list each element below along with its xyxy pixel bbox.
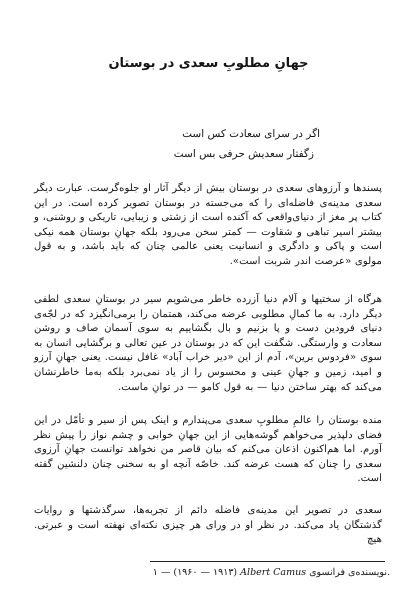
footnote-divider xyxy=(150,561,385,562)
verse-epigraph xyxy=(90,124,320,164)
footnote-dates: (۱۹۶۰ — ۱۹۱۳) xyxy=(173,567,238,578)
footnote xyxy=(60,566,390,580)
verse-line-1: اگر در سرای سعادت کس است xyxy=(182,128,320,140)
footnote-marker: ۱ — xyxy=(152,567,171,578)
paragraph-2: هرگاه از سختیها و آلام دنیا آزرده خاطر می‌شویم سیر در بوستانِ سعدی لطفی دیگر دارد. به ما کمالِ مطلوبی عرضه می‌کند، همتمان را برمی‌انگیزد که در لجّه‌ی دنیای فرودین دست و پا بزنیم و بال بگشاییم به سوی آسمان صاف و روشن سعادت و وارستگی. شگفت این که در بوستان در عین تعالی و برگشایی انسان به سوی «فردوس برین»، آدم از این «دیر خراب آباد» غافل نیست. یعنی جهانِ آرزو و امید، زمین و جهانِ عینی و محسوس را از یاد نمی‌برد بلکه به‌ما خاطرنشان می‌کند که بهتر ساختن دنیا — به قول کامو — در توانِ ماست. xyxy=(34,294,382,393)
footnote-name: Albert Camus xyxy=(240,567,307,578)
footnote-desc: نویسنده‌ی فرانسوی. xyxy=(309,567,390,578)
page-title: جهانِ مطلوبِ سعدی در بوستان xyxy=(108,56,309,71)
verse-line-2: زگفتار سعدیش حرفی بس است xyxy=(173,148,314,160)
paragraph-3: منده بوستان را عالمِ مطلوبِ سعدی می‌پندارم و اینک پس از سیر و تأمّل در این فضای دلپذیر می‌خواهم گوشه‌هایی از این جهانِ خوابی و چشم نواز را پیش نظر آورم. اما هم‌اکنون اذعان می‌کنم که بیان قاصر من نخواهد توانست جهانِ آرزوی سعدی را چنان که هست عرضه کند. خاصّه آنچه او به سخنی چنان دلنشین گفته است. xyxy=(34,415,382,485)
paragraph-1: پسندها و آرزوهای سعدی در بوستان بیش از دیگر آثار او جلوه‌گرست. عبارت دیگر سعدی مدینه‌ی فاضله‌ای را که می‌جسته در بوستان تصویر کرده است. در این کتاب پر مغز از دنیای‌واقعی که آکنده است از زشتی و زیبایی، تاریکی و روشنی، و بیشتر اسیر تباهی و شقاوت — کمتر سخن می‌رود بلکه جهانِ بوستان همه نیکی است و پاکی و دادگری و انسانیت یعنی عالمی چنان که باید باشد، و به قول مولوی «عرصت اندر شربت است». xyxy=(34,183,382,267)
paragraph-4: سعدی در تصویر این مدینه‌ی فاضله دائم از تجربه‌ها، سرگذشتها و روایات گذشتگان یاد می‌کند. در نظر او در ورای هر چیزی نکته‌ای نهفته است و عبرتی. هیچ xyxy=(34,505,382,546)
